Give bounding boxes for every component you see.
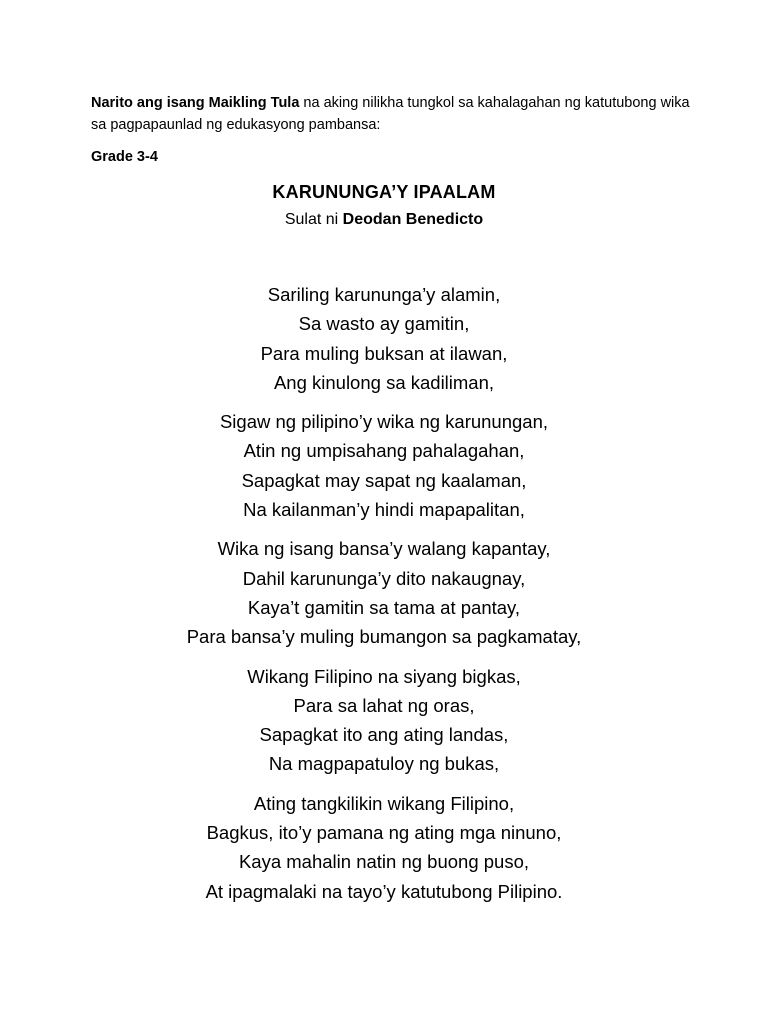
poem-line: Na magpapatuloy ng bukas,: [268, 753, 500, 775]
poem-line: Wikang Filipino na siyang bigkas,: [247, 665, 521, 687]
grade-label: Grade 3-4: [91, 149, 158, 165]
stanza-1: [0, 280, 768, 397]
stanza-5: [0, 789, 768, 906]
poem-line: Wika ng isang bansa’y walang kapantay,: [217, 538, 551, 560]
poem-byline: [0, 208, 768, 232]
poem-line: Sariling karununga’y alamin,: [267, 284, 501, 305]
poem-line: Ating tangkilikin wikang Filipino,: [253, 792, 515, 814]
poem-line: Dahil karununga’y dito nakaugnay,: [242, 567, 526, 589]
poem-body: [0, 280, 768, 916]
poem-line: Para muling buksan at ilawan,: [260, 342, 508, 364]
poem-line: Para bansa’y muling bumangon sa pagkamatay,: [186, 626, 582, 648]
stanza-2: [0, 407, 768, 524]
poem-line: Atin ng umpisahang pahalagahan,: [243, 440, 525, 462]
poem-line: Sa wasto ay gamitin,: [298, 313, 470, 335]
poem-line: Para sa lahat ng oras,: [293, 694, 475, 716]
poem-line: Bagkus, ito’y pamana ng ating mga ninuno,: [206, 822, 562, 844]
byline-prefix: Sulat ni: [284, 211, 343, 228]
intro-bold-lead: Narito ang isang Maikling Tula: [91, 95, 300, 111]
poem-line: At ipagmalaki na tayo’y katutubong Pilipino.: [205, 880, 563, 902]
poem-line: Sapagkat ito ang ating landas,: [259, 724, 509, 746]
poem-line: Ang kinulong sa kadiliman,: [273, 371, 495, 393]
poem-line: Sapagkat may sapat ng kaalaman,: [241, 469, 527, 491]
stanza-3: [0, 534, 768, 651]
poem-line: Sigaw ng pilipino’y wika ng karunungan,: [219, 411, 549, 433]
poem-author: Deodan Benedicto: [342, 211, 484, 228]
poem-line: Kaya mahalin natin ng buong puso,: [238, 851, 530, 873]
intro-paragraph: [91, 92, 691, 136]
poem-line: Na kailanman’y hindi mapapalitan,: [243, 499, 525, 521]
poem-line: Kaya’t gamitin sa tama at pantay,: [247, 596, 521, 618]
poem-title: KARUNUNGA’Y IPAALAM: [272, 182, 496, 202]
stanza-4: [0, 662, 768, 779]
intro-text: na aking nilikha tungkol sa kahalagahan ng katutubong wika sa pagpapaunlad ng edukasyong pambansa:: [91, 95, 690, 133]
